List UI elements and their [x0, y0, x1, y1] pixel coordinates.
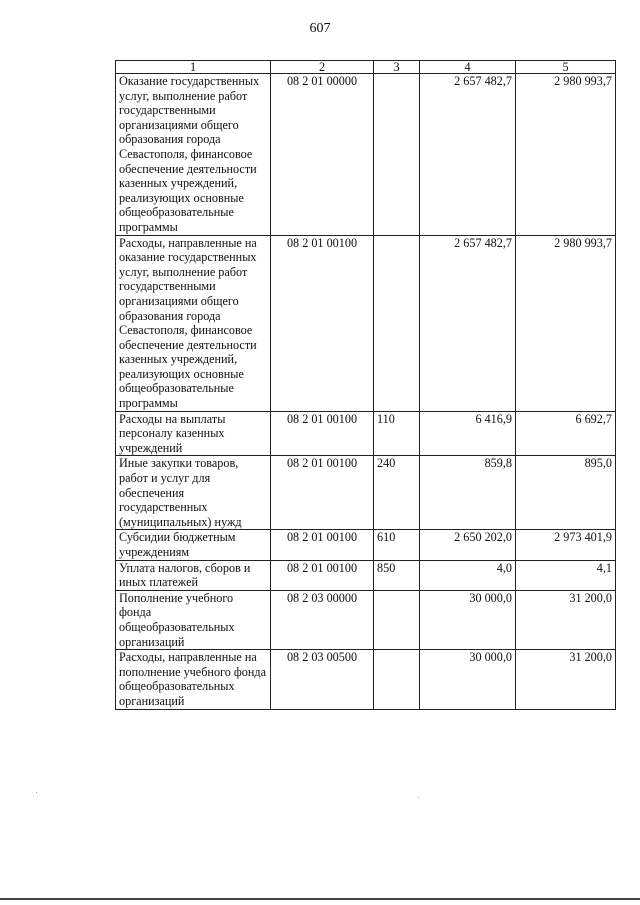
row-type: 850	[374, 560, 420, 590]
column-header-4: 4	[420, 61, 516, 74]
column-header-1: 1	[116, 61, 271, 74]
scan-edge	[0, 898, 640, 900]
row-name: Пополнение учебного фонда общеобразовательных организаций	[116, 590, 271, 649]
row-sum-year2: 31 200,0	[516, 650, 616, 709]
row-sum-year2: 895,0	[516, 456, 616, 530]
page-number: 607	[309, 21, 331, 36]
row-sum-year2: 31 200,0	[516, 590, 616, 649]
row-code: 08 2 03 00500	[271, 650, 374, 709]
row-sum-year2: 2 973 401,9	[516, 530, 616, 560]
row-name: Расходы на выплаты персоналу казенных учреждений	[116, 411, 271, 456]
header-row	[116, 61, 616, 74]
row-name: Расходы, направленные на оказание государственных услуг, выполнение работ государственными организациями общего образования города Севастополя, финансовое обеспечение деятельности казенных учреждений, реализующих основные общеобразовательные программы	[116, 235, 271, 411]
row-sum-year1: 4,0	[420, 560, 516, 590]
row-sum-year1: 6 416,9	[420, 411, 516, 456]
budget-table	[115, 60, 616, 710]
row-name: Иные закупки товаров, работ и услуг для обеспечения государственных (муниципальных) нужд	[116, 456, 271, 530]
row-sum-year2: 4,1	[516, 560, 616, 590]
column-header-5: 5	[516, 61, 616, 74]
row-sum-year1: 30 000,0	[420, 650, 516, 709]
table-row	[116, 411, 616, 456]
row-type: 610	[374, 530, 420, 560]
scan-speck	[36, 792, 37, 793]
row-code: 08 2 01 00000	[271, 74, 374, 236]
column-header-2: 2	[271, 61, 374, 74]
row-type: 240	[374, 456, 420, 530]
table-row	[116, 650, 616, 709]
row-sum-year1: 2 657 482,7	[420, 235, 516, 411]
row-type	[374, 650, 420, 709]
row-type	[374, 590, 420, 649]
row-code: 08 2 01 00100	[271, 235, 374, 411]
table-row	[116, 530, 616, 560]
row-sum-year2: 2 980 993,7	[516, 235, 616, 411]
row-code: 08 2 01 00100	[271, 456, 374, 530]
row-sum-year1: 30 000,0	[420, 590, 516, 649]
table-row	[116, 560, 616, 590]
row-type	[374, 235, 420, 411]
table-row	[116, 235, 616, 411]
row-sum-year1: 2 657 482,7	[420, 74, 516, 236]
table-row	[116, 74, 616, 236]
table-row	[116, 456, 616, 530]
row-sum-year2: 6 692,7	[516, 411, 616, 456]
row-name: Субсидии бюджетным учреждениям	[116, 530, 271, 560]
row-sum-year1: 859,8	[420, 456, 516, 530]
row-code: 08 2 01 00100	[271, 560, 374, 590]
column-header-3: 3	[374, 61, 420, 74]
row-code: 08 2 03 00000	[271, 590, 374, 649]
row-type	[374, 74, 420, 236]
row-name: Расходы, направленные на пополнение учебного фонда общеобразовательных организаций	[116, 650, 271, 709]
table-row	[116, 590, 616, 649]
row-sum-year2: 2 980 993,7	[516, 74, 616, 236]
scan-speck	[418, 797, 419, 798]
row-sum-year1: 2 650 202,0	[420, 530, 516, 560]
row-type: 110	[374, 411, 420, 456]
row-name: Оказание государственных услуг, выполнение работ государственными организациями общего образования города Севастополя, финансовое обеспечение деятельности казенных учреждений, реализующих основные общеобразовательные программы	[116, 74, 271, 236]
row-name: Уплата налогов, сборов и иных платежей	[116, 560, 271, 590]
row-code: 08 2 01 00100	[271, 411, 374, 456]
row-code: 08 2 01 00100	[271, 530, 374, 560]
